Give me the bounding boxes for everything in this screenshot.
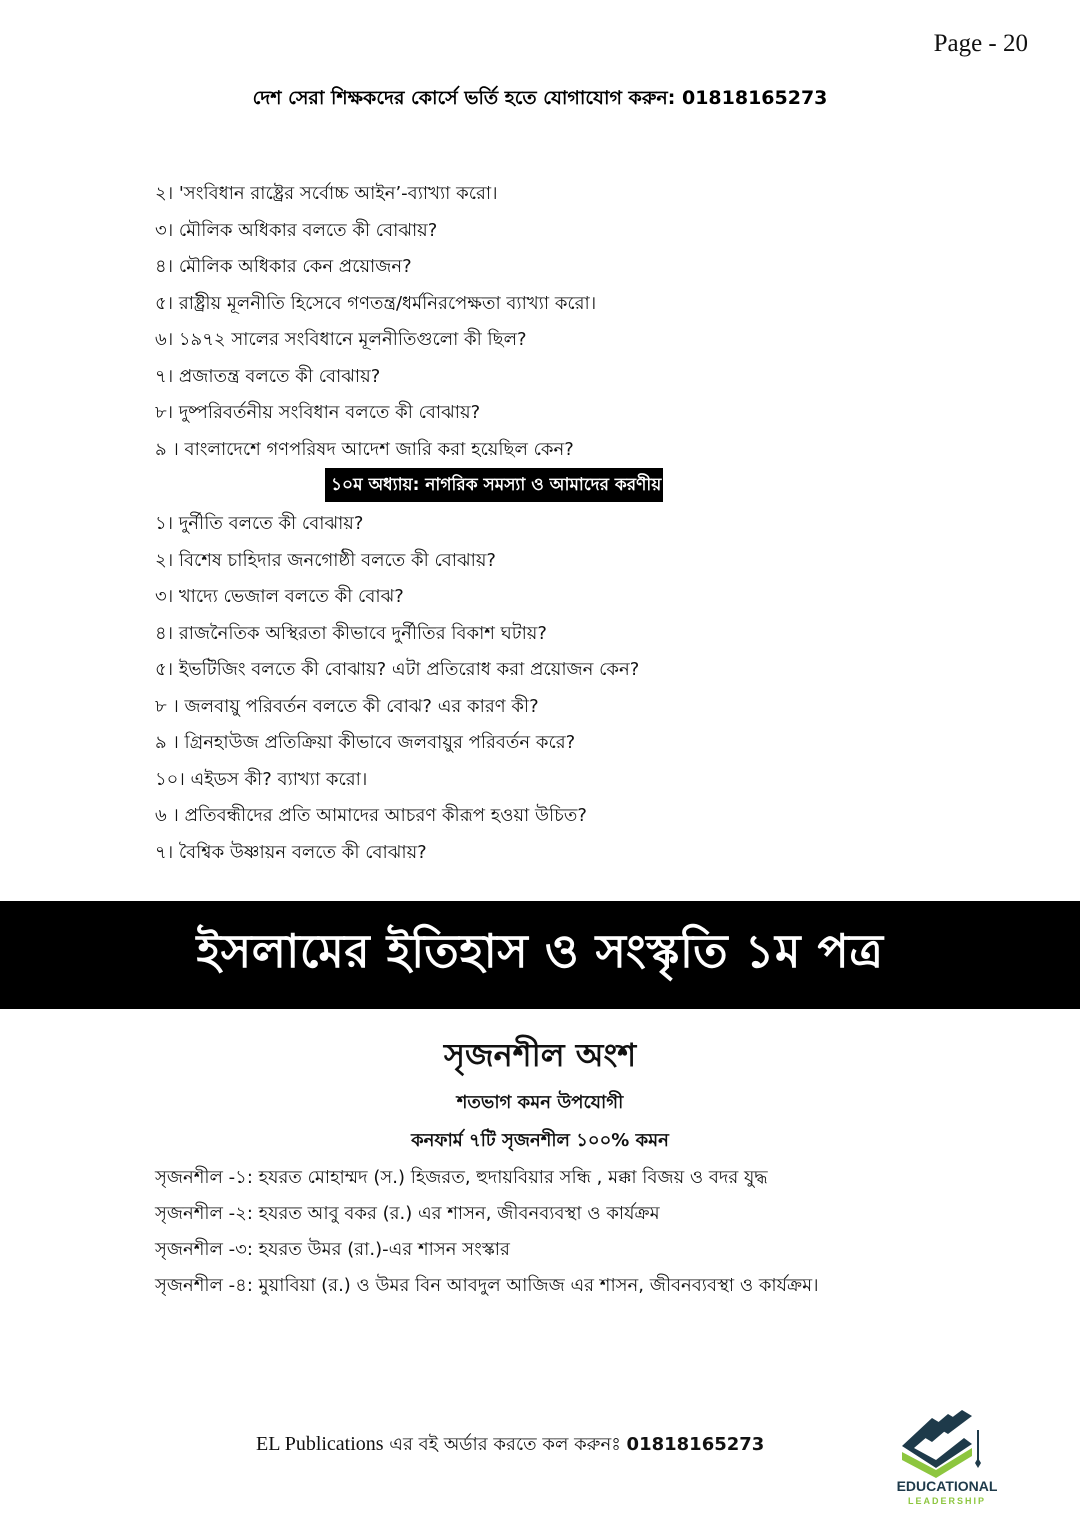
question-item: ২। 'সংবিধান রাষ্ট্রের সর্বোচ্চ আইন’-ব্যাখ্যা করো। bbox=[155, 183, 498, 204]
question-item: ৪। মৌলিক অধিকার কেন প্রয়োজন? bbox=[155, 256, 412, 277]
question-item: ৯ । বাংলাদেশে গণপরিষদ আদেশ জারি করা হয়েছিল কেন? bbox=[155, 438, 574, 460]
page-number: Page - 20 bbox=[933, 30, 1028, 57]
question-item: ৩। মৌলিক অধিকার বলতে কী বোঝায়? bbox=[155, 219, 438, 241]
educational-leadership-logo bbox=[892, 1408, 1002, 1508]
section-subtitle: শতভাগ কমন উপযোগী bbox=[456, 1092, 624, 1113]
creative-list bbox=[155, 1160, 915, 1304]
subject-title: ইসলামের ইতিহাস ও সংস্কৃতি ১ম পত্র bbox=[196, 924, 884, 978]
question-item: ১। দুর্নীতি বলতে কী বোঝায়? bbox=[155, 513, 364, 534]
creative-item: সৃজনশীল -৪: মুয়াবিয়া (র.) ও উমর বিন আবদুল আজিজ এর শাসন, জীবনব্যবস্থা ও কার্যক্রম। bbox=[155, 1275, 819, 1296]
question-item: ৭। প্রজাতন্ত্র বলতে কী বোঝায়? bbox=[155, 365, 381, 387]
question-item: ৯ । গ্রিনহাউজ প্রতিক্রিয়া কীভাবে জলবায়ুর পরিবর্তন করে? bbox=[155, 732, 576, 753]
creative-item: সৃজনশীল -১: হযরত মোহাম্মদ (স.) হিজরত, হুদায়বিয়ার সন্ধি , মক্কা বিজয় ও বদর যুদ্ধ bbox=[155, 1167, 768, 1188]
logo-text-primary: EDUCATIONAL bbox=[896, 1478, 998, 1494]
question-item: ২। বিশেষ চাহিদার জনগোষ্ঠী বলতে কী বোঝায়? bbox=[155, 549, 496, 571]
subject-banner bbox=[0, 901, 1080, 1009]
section-subtitle-confirm: কনফার্ম ৭টি সৃজনশীল ১০০% কমন bbox=[411, 1130, 669, 1151]
logo-text-secondary: LEADERSHIP bbox=[907, 1496, 986, 1506]
section-title: সৃজনশীল অংশ bbox=[443, 1036, 637, 1074]
publisher-name: EL Publications bbox=[256, 1433, 384, 1455]
question-item: ৬। ১৯৭২ সালের সংবিধানে মূলনীতিগুলো কী ছিল? bbox=[155, 329, 527, 350]
question-item: ৮ । জলবায়ু পরিবর্তন বলতে কী বোঝ? এর কারণ কী? bbox=[155, 695, 539, 717]
graduation-cap-e-icon bbox=[892, 1408, 1002, 1478]
question-item: ৭। বৈশ্বিক উষ্ণায়ন বলতে কী বোঝায়? bbox=[155, 841, 427, 863]
chapter-heading: ১০ম অধ্যায়: নাগরিক সমস্যা ও আমাদের করণীয় bbox=[325, 468, 663, 502]
question-item: ৮। দুষ্পরিবর্তনীয় সংবিধান বলতে কী বোঝায়? bbox=[155, 402, 481, 423]
promo-header: দেশ সেরা শিক্ষকদের কোর্সে ভর্তি হতে যোগাযোগ করুন: 01818165273 bbox=[252, 87, 828, 109]
question-item: ৫। ইভটিজিং বলতে কী বোঝায়? এটা প্রতিরোধ করা প্রয়োজন কেন? bbox=[155, 659, 640, 680]
question-item: ৫। রাষ্ট্রীয় মূলনীতি হিসেবে গণতন্ত্র/ধর্মনিরপেক্ষতা ব্যাখ্যা করো। bbox=[155, 292, 597, 314]
question-item: ৬ । প্রতিবন্ধীদের প্রতি আমাদের আচরণ কীরূপ হওয়া উচিত? bbox=[155, 805, 587, 826]
order-text: এর বই অর্ডার করতে কল করুনঃ bbox=[383, 1434, 627, 1455]
question-item: ৩। খাদ্যে ভেজাল বলতে কী বোঝ? bbox=[155, 586, 404, 607]
footer-order-line bbox=[256, 1430, 764, 1461]
creative-item: সৃজনশীল -৩: হযরত উমর (রা.)-এর শাসন সংস্কার bbox=[155, 1239, 510, 1260]
question-item: ৪। রাজনৈতিক অস্থিরতা কীভাবে দুর্নীতির বিকাশ ঘটায়? bbox=[155, 622, 547, 644]
footer-phone: 01818165273 bbox=[626, 1434, 765, 1455]
question-list bbox=[155, 176, 915, 871]
creative-item: সৃজনশীল -২: হযরত আবু বকর (র.) এর শাসন, জীবনব্যবস্থা ও কার্যক্রম bbox=[155, 1203, 660, 1224]
question-item: ১০। এইডস কী? ব্যাখ্যা করো। bbox=[155, 768, 368, 790]
